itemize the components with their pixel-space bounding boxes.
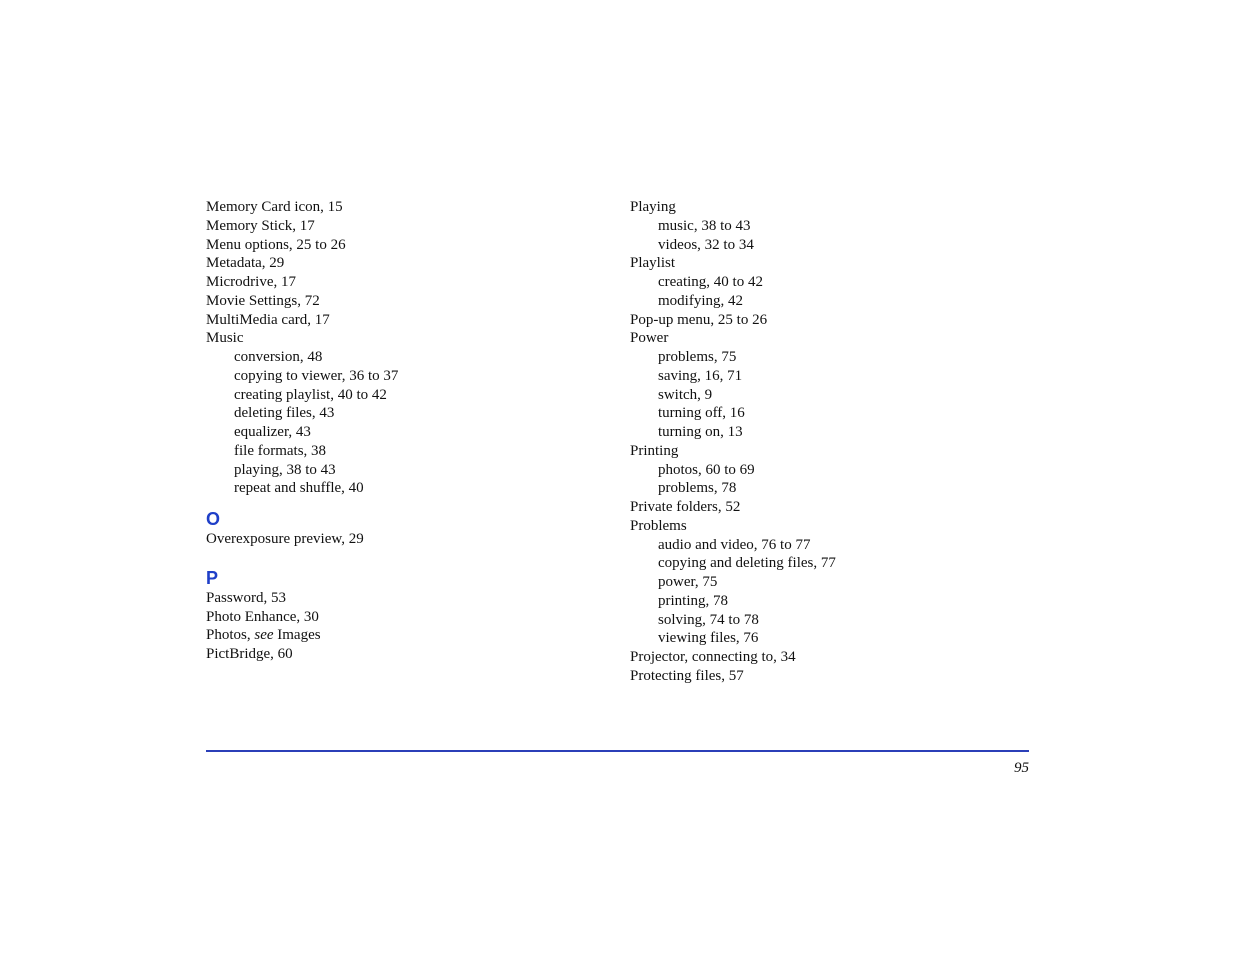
page-number: 95 [1014, 760, 1029, 776]
index-entry: Printing [630, 442, 679, 459]
index-subentry: printing, 78 [658, 592, 728, 609]
index-entry: Private folders, 52 [630, 499, 741, 515]
index-subentry: creating playlist, 40 to 42 [234, 386, 387, 403]
index-left-column [206, 198, 606, 664]
index-entry: Overexposure preview, 29 [206, 531, 364, 547]
entry-text: Photos, [206, 627, 255, 644]
index-entry: Playlist [630, 255, 676, 272]
index-entry: MultiMedia card, 17 [206, 311, 330, 328]
index-entry: Memory Card icon, 15 [206, 199, 343, 215]
index-subentry: copying and deleting files, 77 [658, 555, 836, 572]
index-entry-photos [206, 626, 606, 645]
index-subentry: modifying, 42 [658, 292, 743, 309]
index-entry: Problems [630, 517, 687, 534]
index-subentry: playing, 38 to 43 [234, 461, 336, 478]
section-letter-p: P [206, 567, 219, 588]
see-reference: see [254, 627, 274, 644]
index-entry: Memory Stick, 17 [206, 217, 315, 234]
index-subentry: power, 75 [658, 574, 718, 590]
index-subentry: saving, 16, 71 [658, 367, 743, 384]
index-subentry: music, 38 to 43 [658, 217, 751, 234]
index-subentry: audio and video, 76 to 77 [658, 536, 811, 553]
index-subentry: viewing files, 76 [658, 630, 759, 647]
index-entry: Password, 53 [206, 589, 287, 606]
index-subentry: file formats, 38 [234, 442, 327, 459]
index-subentry: creating, 40 to 42 [658, 274, 763, 290]
index-entry: Microdrive, 17 [206, 274, 296, 290]
index-entry: Projector, connecting to, 34 [630, 649, 796, 665]
index-subentry: deleting files, 43 [234, 405, 335, 422]
index-subentry: problems, 75 [658, 349, 737, 365]
index-right-column [630, 198, 1030, 686]
index-subentry: copying to viewer, 36 to 37 [234, 367, 399, 384]
index-entry: Metadata, 29 [206, 255, 285, 272]
index-subentry: repeat and shuffle, 40 [234, 480, 364, 497]
index-subentry: turning on, 13 [658, 424, 743, 440]
index-subentry: turning off, 16 [658, 405, 745, 422]
index-subentry: problems, 78 [658, 480, 737, 497]
index-entry: Photo Enhance, 30 [206, 608, 319, 625]
index-entry: Playing [630, 199, 676, 215]
index-entry: Music [206, 330, 244, 347]
index-entry: Protecting files, 57 [630, 667, 744, 684]
index-entry: Power [630, 330, 669, 347]
index-subentry: videos, 32 to 34 [658, 236, 754, 253]
section-letter-o: O [206, 509, 221, 529]
index-subentry: solving, 74 to 78 [658, 611, 759, 628]
index-subentry: switch, 9 [658, 386, 713, 403]
entry-text: Images [273, 627, 321, 644]
index-entry: Menu options, 25 to 26 [206, 236, 346, 253]
index-entry: Pop-up menu, 25 to 26 [630, 311, 768, 328]
index-subentry: equalizer, 43 [234, 424, 311, 440]
index-entry: Movie Settings, 72 [206, 292, 320, 309]
index-entry: PictBridge, 60 [206, 646, 293, 662]
index-subentry: conversion, 48 [234, 349, 323, 365]
footer-rule [206, 750, 1029, 752]
index-subentry: photos, 60 to 69 [658, 461, 755, 478]
